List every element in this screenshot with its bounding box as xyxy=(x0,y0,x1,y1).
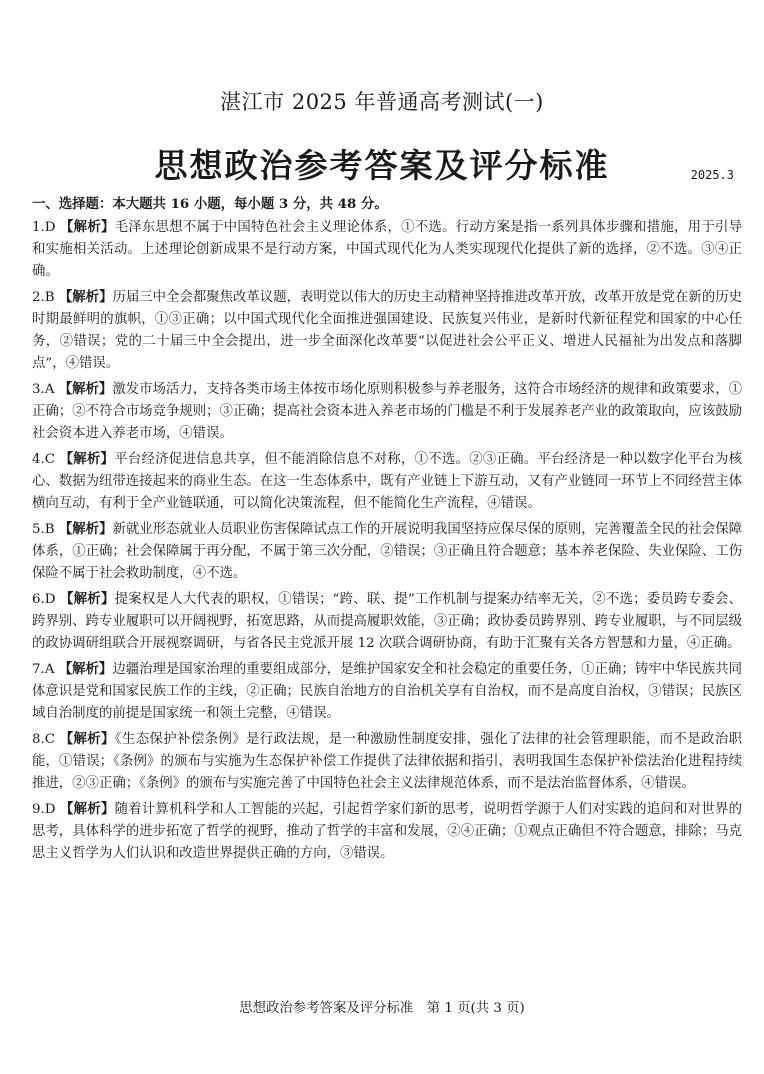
document-title: 思想政治参考答案及评分标准 xyxy=(154,146,610,185)
answer-item-8 xyxy=(32,728,742,795)
analysis-tag: 【解析】 xyxy=(60,801,115,817)
answer-text: 毛泽东思想不属于中国特色社会主义理论体系，①不选。行动方案是指一系列具体步骤和措施，用于引导和实施相关活动。上述理论创新成果不是行动方案，中国式现代化为人类实现现代化提供了新的选择，②不选。③④正确。 xyxy=(32,220,742,279)
analysis-tag: 【解析】 xyxy=(60,219,115,235)
answer-number: 5.B xyxy=(32,522,55,537)
answer-number: 8.C xyxy=(32,732,56,747)
answer-content xyxy=(32,193,742,868)
answer-number: 9.D xyxy=(32,802,56,817)
answer-text: 新就业形态就业人员职业伤害保障试点工作的开展说明我国坚持应保尽保的原则，完善覆盖全民的社会保障体系，①正确；社会保障属于再分配，不属于第三次分配，②错误；③正确且符合题意；基本养老保险、失业保险、工伤保险不属于社会救助制度，④不选。 xyxy=(32,522,742,581)
analysis-tag: 【解析】 xyxy=(58,289,113,305)
answer-number: 1.D xyxy=(32,220,56,235)
section-heading: 一、选择题：本大题共 16 小题，每小题 3 分，共 48 分。 xyxy=(32,196,388,212)
answer-text: 平台经济促进信息共享，但不能消除信息不对称，①不选。②③正确。平台经济是一种以数字化平台为核心、数据为纽带连接起来的商业生态。在这一生态体系中，既有产业链上下游互动，又有产业链同一环节上不同经营主体横向互动，有利于全产业链联通，可以简化决策流程，但不能简化生产流程，④错误。 xyxy=(32,452,743,511)
answer-item-3 xyxy=(32,378,742,445)
answer-text: 提案权是人大代表的职权，①错误；“跨、联、提”工作机制与提案办结率无关，②不选；委员跨专委会、跨界别、跨专业履职可以开阔视野，拓宽思路，从而提高履职效能，③正确；政协委员跨界别、跨专业履职，与不同层级的政协调研组联合开展视察调研，与省各民主党派开展 12 次联合调研协商，有助于汇聚有关各方智慧和力量，④正确。 xyxy=(32,592,742,651)
answer-text: 激发市场活力，支持各类市场主体按市场化原则积极参与养老服务，这符合市场经济的规律和政策要求，①正确；②不符合市场竞争规则；③正确；提高社会资本进入养老市场的门槛是不利于发展养老产业的政策取向，应该鼓励社会资本进入养老市场，④错误。 xyxy=(32,382,742,441)
answer-text: 随着计算机科学和人工智能的兴起，引起哲学家们新的思考，说明哲学源于人们对实践的追问和对世界的思考，具体科学的进步拓宽了哲学的视野，推动了哲学的丰富和发展，②④正确；①观点正确但不符合题意，排除；马克思主义哲学为人们认识和改造世界提供正确的方向，③错误。 xyxy=(32,802,742,861)
answer-item-7 xyxy=(32,658,742,725)
analysis-tag: 【解析】 xyxy=(58,381,113,397)
page-footer: 思想政治参考答案及评分标准 第 1 页(共 3 页) xyxy=(239,1001,525,1016)
answer-number: 3.A xyxy=(32,382,55,397)
analysis-tag: 【解析】 xyxy=(60,591,115,607)
answer-item-9 xyxy=(32,798,742,865)
answer-number: 6.D xyxy=(32,592,56,607)
analysis-tag: 【解析】 xyxy=(58,521,113,537)
answer-number: 2.B xyxy=(32,290,55,305)
analysis-tag: 【解析】 xyxy=(58,661,113,677)
answer-item-1 xyxy=(32,216,742,283)
answer-item-4 xyxy=(32,448,742,515)
answer-text: 边疆治理是国家治理的重要组成部分，是维护国家安全和社会稳定的重要任务，①正确；铸牢中华民族共同体意识是党和国家民族工作的主线，②正确；民族自治地方的自治机关享有自治权，而不是高度自治权，③错误；民族区域自治制度的前提是国家统一和领土完整，④错误。 xyxy=(32,662,742,721)
document-date: 2025.3 xyxy=(690,168,734,182)
answer-item-5 xyxy=(32,518,742,585)
answer-text: 《生态保护补偿条例》是行政法规，是一种激励性制度安排，强化了法律的社会管理职能，而不是政治职能，①错误；《条例》的颁布与实施为生态保护补偿工作提供了法律依据和指引，表明我国生态保护补偿法治化进程持续推进，②③正确；《条例》的颁布与实施完善了中国特色社会主义法律规范体系，而不是法治监督体系，④错误。 xyxy=(32,732,742,791)
answer-text: 历届三中全会都聚焦改革议题，表明党以伟大的历史主动精神坚持推进改革开放，改革开放是党在新的历史时期最鲜明的旗帜，①③正确；以中国式现代化全面推进强国建设、民族复兴伟业，是新时代新征程党和国家的中心任务，②错误；党的二十届三中全会提出，进一步全面深化改革要“以促进社会公平正义、增进人民福祉为出发点和落脚点”，④错误。 xyxy=(32,290,742,371)
answer-item-2 xyxy=(32,286,742,375)
exam-subtitle: 湛江市 2025 年普通高考测试(一) xyxy=(220,90,544,114)
answer-number: 4.C xyxy=(32,452,56,467)
answer-number: 7.A xyxy=(32,662,55,677)
answer-item-6 xyxy=(32,588,742,655)
analysis-tag: 【解析】 xyxy=(59,731,115,747)
analysis-tag: 【解析】 xyxy=(59,451,115,467)
